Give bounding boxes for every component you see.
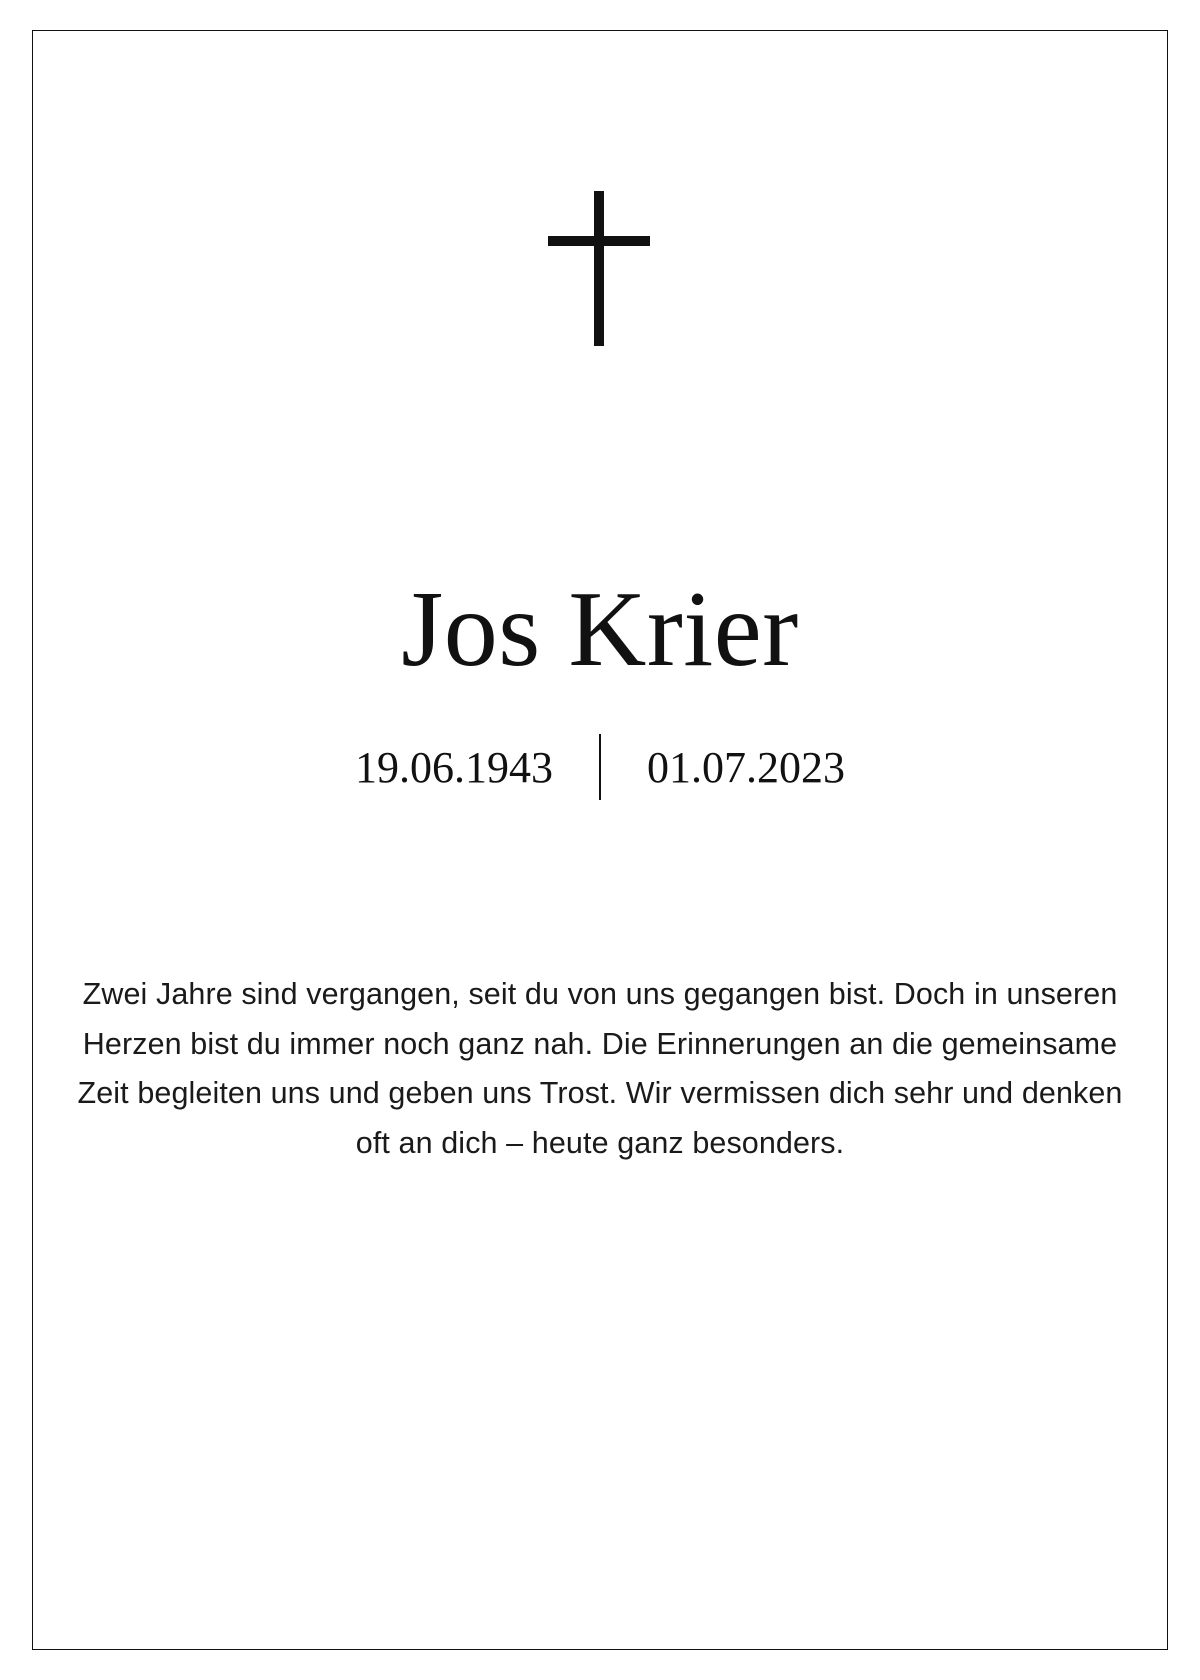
cross-icon (540, 191, 660, 351)
cross-vertical-bar (594, 191, 604, 346)
memorial-message: Zwei Jahre sind vergangen, seit du von uns gegangen bist. Doch in unseren Herzen bist du immer noch ganz nah. Die Erinnerungen an die gemeinsame Zeit begleiten uns und geben uns Trost. Wir vermissen dich sehr und denken oft an dich – heute ganz besonders. (77, 977, 1123, 1160)
memorial-card (32, 30, 1168, 1650)
death-date: 01.07.2023 (647, 742, 845, 792)
cross-horizontal-bar (548, 236, 650, 246)
deceased-name: Jos Krier (401, 570, 799, 689)
life-dates (309, 734, 891, 800)
birth-date: 19.06.1943 (355, 742, 553, 792)
